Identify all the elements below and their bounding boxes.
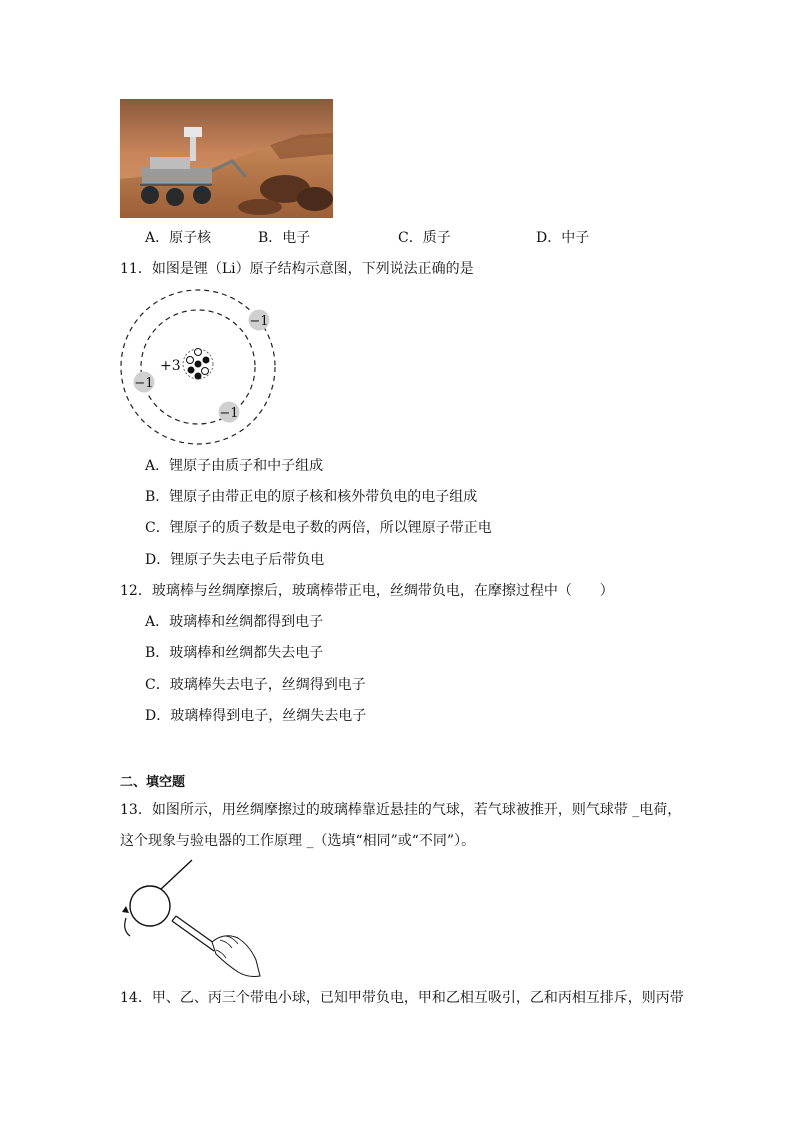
q11-option-d: D．锂原子失去电子后带负电 — [145, 552, 325, 568]
nucleus-charge: +3 — [160, 358, 181, 374]
q10-option-b: B．电子 — [258, 230, 311, 246]
q14-line-1: 14．甲、乙、丙三个带电小球，已知甲带负电，甲和乙相互吸引，乙和丙相互排斥，则丙带 — [120, 990, 684, 1006]
q13-line-2: 这个现象与验电器的工作原理 _（选填“相同”或“不同”）。 — [120, 833, 476, 849]
q11-stem: 11．如图是锂（Li）原子结构示意图，下列说法正确的是 — [120, 261, 474, 277]
q11-option-c: C．锂原子的质子数是电子数的两倍，所以锂原子带正电 — [145, 520, 492, 536]
q10-option-d: D．中子 — [536, 230, 590, 246]
q11-option-a: A．锂原子由质子和中子组成 — [145, 458, 324, 474]
svg-text:−1: −1 — [249, 314, 269, 329]
q12-option-c: C．玻璃棒失去电子，丝绸得到电子 — [145, 677, 366, 693]
hand — [212, 936, 260, 977]
svg-text:−1: −1 — [219, 406, 239, 421]
q10-option-a: A．原子核 — [145, 230, 212, 246]
section-title: 二、填空题 — [120, 775, 186, 790]
q11-option-b: B．锂原子由带正电的原子核和核外带负电的电子组成 — [145, 489, 478, 505]
mars-rover-image — [120, 99, 333, 218]
electron-2 — [134, 372, 155, 393]
balloon-rod-diagram — [116, 860, 266, 980]
lithium-atom-diagram — [118, 288, 280, 446]
q12-option-d: D．玻璃棒得到电子，丝绸失去电子 — [145, 708, 367, 724]
q10-option-c: C．质子 — [398, 230, 451, 246]
q12-option-a: A．玻璃棒和丝绸都得到电子 — [145, 614, 324, 630]
q12-stem: 12．玻璃棒与丝绸摩擦后，玻璃棒带正电，丝绸带负电，在摩擦过程中（ ） — [120, 583, 614, 599]
q13-line-1: 13．如图所示，用丝绸摩擦过的玻璃棒靠近悬挂的气球，若气球被推开，则气球带 _电荷， — [120, 802, 682, 818]
q12-option-b: B．玻璃棒和丝绸都失去电子 — [145, 645, 324, 661]
svg-text:−1: −1 — [134, 376, 154, 391]
electron-3 — [219, 402, 240, 423]
electron-1 — [249, 310, 270, 331]
glass-rod — [172, 916, 218, 951]
nucleus — [183, 349, 213, 380]
